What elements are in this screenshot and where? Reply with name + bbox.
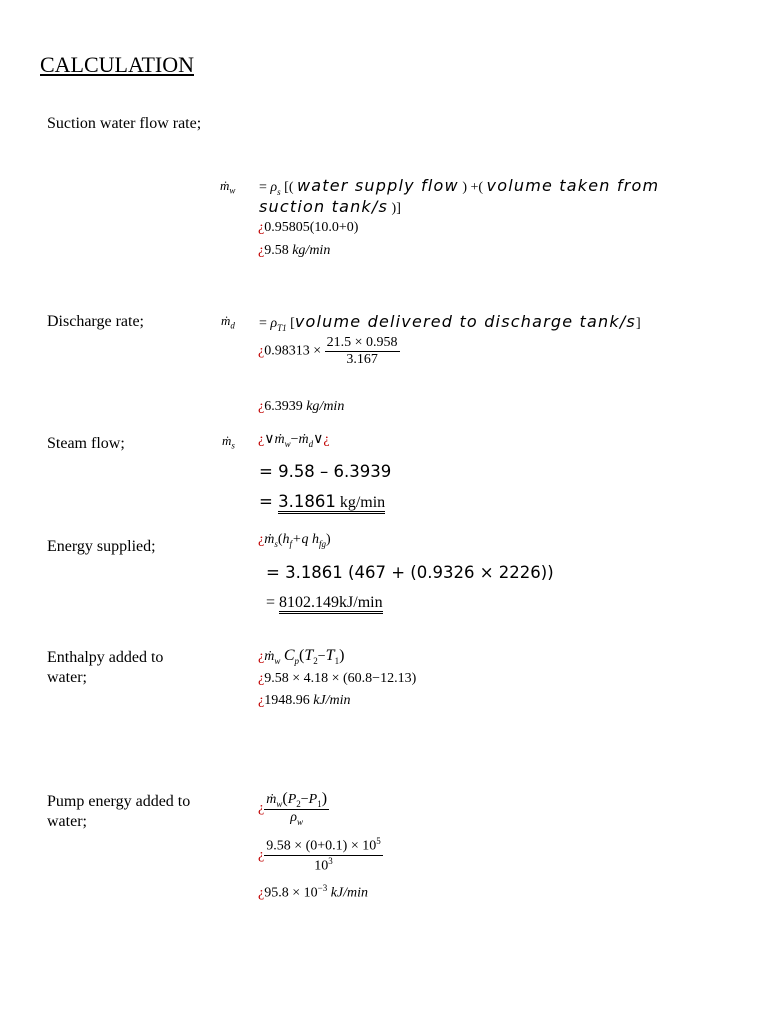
pump-label: Pump energy added to water; bbox=[47, 793, 191, 830]
steam-equation-3: = 3.1861 kg/min bbox=[259, 492, 385, 512]
suction-symbol: ṁ$_w$ bbox=[220, 178, 236, 196]
pump-fraction-1: $\frac{ṁ_w(P_2-P_1)}{\rho_w}$ bbox=[266, 790, 328, 827]
discharge-label: Discharge rate; bbox=[47, 313, 144, 330]
discharge-fraction: $\frac{21.5 \times 0.958}{3.167}$ bbox=[326, 335, 398, 367]
enthalpy-equation-1: ¿ṁ$_w$ $C_p(T_2-T_1)$ bbox=[258, 647, 345, 666]
steam-symbol: ṁ$_s$ bbox=[222, 433, 235, 451]
steam-label: Steam flow; bbox=[47, 435, 125, 452]
energy-equation-1: ¿$ṁ_s(h_f+q$ $h_{fg}$) bbox=[258, 532, 331, 549]
discharge-equation-2: ¿0.98313 × $\frac{21.5 \times 0.958}{3.167}$ bbox=[258, 335, 398, 367]
suction-equation-1: = $\rho_s$ [( water supply flow ) +( volume taken from bbox=[259, 176, 660, 197]
discharge-equation-3: ¿6.3939 kg/min bbox=[258, 399, 345, 414]
enthalpy-equation-2: ¿9.58 × 4.18 × (60.8−12.13) bbox=[258, 671, 417, 686]
pump-equation-2: ¿ $\frac{9.58 \times (0+0.1) \times 10^5}{10^3}$ bbox=[258, 836, 381, 874]
pump-equation-3: ¿$95.8 \times 10^{-3}$ kJ/min bbox=[258, 883, 369, 901]
discharge-symbol: ṁ$_d$ bbox=[221, 313, 235, 331]
steam-equation-1: ¿∨ṁ$_w$−ṁ$_d$∨¿ bbox=[258, 432, 330, 449]
discharge-equation-1: = $\rho_{T1}$ [volume delivered to discharge tank/s] bbox=[259, 312, 641, 333]
suction-equation-3: ¿9.58 kg/min bbox=[258, 243, 331, 258]
enthalpy-equation-3: ¿1948.96 kJ/min bbox=[258, 693, 351, 708]
energy-label: Energy supplied; bbox=[47, 538, 156, 555]
pump-fraction-2: $\frac{9.58 \times (0+0.1) \times 10^5}{10^3}$ bbox=[266, 836, 381, 874]
suction-equation-1-cont: suction tank/s )] bbox=[259, 197, 401, 216]
pump-equation-1: ¿ $\frac{ṁ_w(P_2-P_1)}{\rho_w}$ bbox=[258, 790, 328, 827]
energy-equation-2: = 3.1861 (467 + (0.9326 × 2226)) bbox=[266, 563, 554, 582]
suction-equation-2: ¿0.95805(10.0+0) bbox=[258, 220, 359, 235]
suction-label: Suction water flow rate; bbox=[47, 115, 202, 132]
steam-equation-2: = 9.58 – 6.3939 bbox=[259, 462, 392, 481]
enthalpy-label: Enthalpy added to water; bbox=[47, 649, 164, 686]
energy-equation-3: = 8102.149kJ/min bbox=[266, 594, 383, 612]
page-title: CALCULATION bbox=[40, 52, 194, 77]
